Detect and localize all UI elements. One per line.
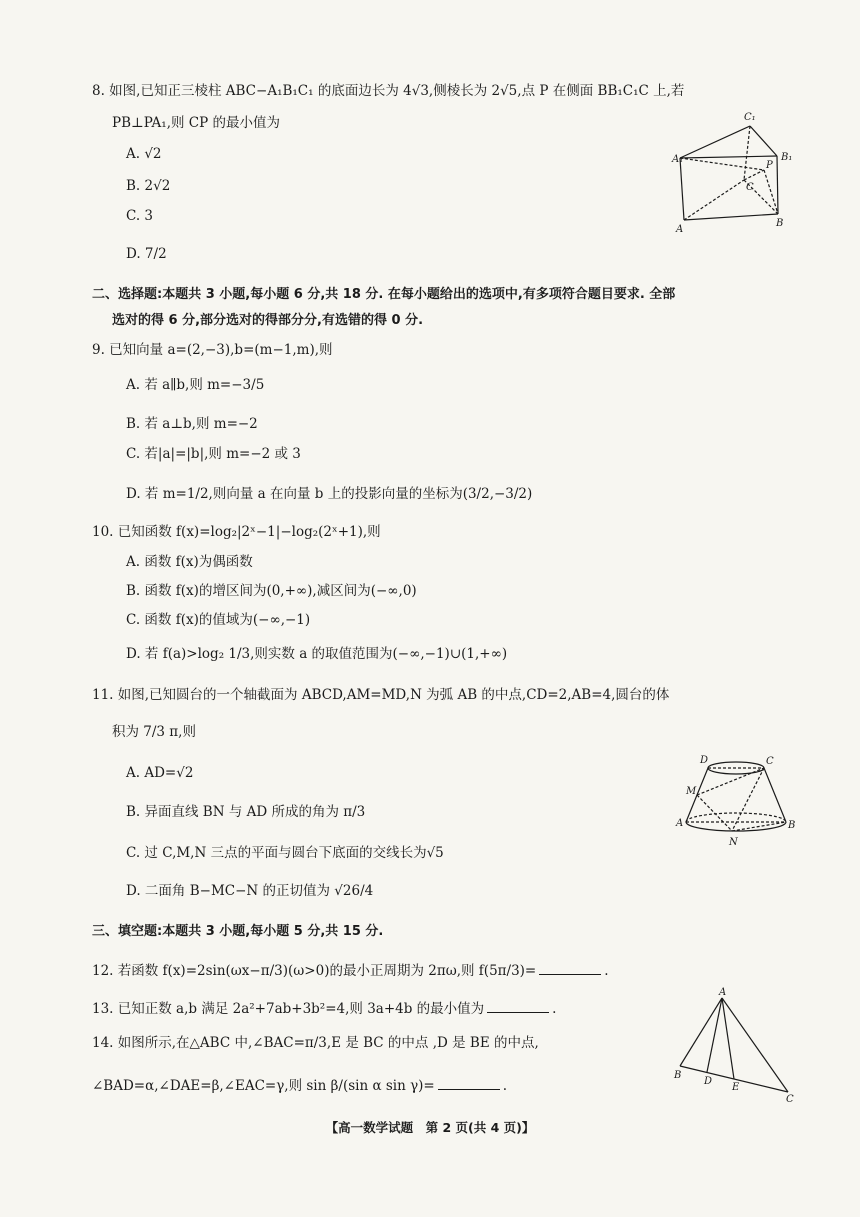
- label-c: C: [786, 1094, 794, 1105]
- text-line-q10-d: D. 若 f(a)>log₂ 1/3,则实数 a 的取值范围为(−∞,−1)∪(1,+∞): [126, 646, 508, 662]
- line-text: ∠BAD=α,∠DAE=β,∠EAC=γ,则 sin β/(sin α sin γ)=: [92, 1078, 435, 1094]
- text-line-q11-stem-2: 积为 7/3 π,则: [112, 724, 196, 740]
- text-line-q8-a: A. √2: [126, 146, 162, 162]
- text-line-q14-2: [92, 1077, 507, 1094]
- period: .: [502, 1078, 508, 1094]
- label-b1: B₁: [781, 152, 793, 163]
- text-line-q10-c: C. 函数 f(x)的值域为(−∞,−1): [126, 612, 311, 628]
- label-a1: A₁: [672, 154, 684, 165]
- text-line-q13: [92, 1000, 556, 1017]
- text-line-q8-c: C. 3: [126, 208, 154, 224]
- text-line-q11-b: B. 异面直线 BN 与 AD 所成的角为 π/3: [126, 804, 366, 820]
- period: .: [552, 1001, 557, 1017]
- label-a: A: [676, 224, 684, 235]
- label-b: B: [776, 218, 784, 229]
- label-a: A: [719, 987, 727, 998]
- text-line-q11-a: A. AD=√2: [126, 765, 194, 781]
- text-line-q9-stem: 9. 已知向量 a=(2,−3),b=(m−1,m),则: [92, 342, 333, 358]
- line-text: 12. 若函数 f(x)=2sin(ωx−π/3)(ω>0)的最小正周期为 2πω,则 f(5π/3)=: [92, 963, 537, 979]
- text-line-q9-d: D. 若 m=1/2,则向量 a 在向量 b 上的投影向量的坐标为(3/2,−3/2): [126, 486, 533, 502]
- text-line-q14-1: 14. 如图所示,在△ABC 中,∠BAC=π/3,E 是 BC 的中点 ,D 是 BE 的中点,: [92, 1035, 539, 1051]
- text-line-q9-a: A. 若 a∥b,则 m=−3/5: [126, 377, 265, 393]
- label-c1: C₁: [744, 112, 756, 123]
- answer-blank[interactable]: [539, 962, 601, 975]
- period: .: [604, 963, 609, 979]
- text-line-q8-stem-2: PB⊥PA₁,则 CP 的最小值为: [112, 115, 280, 131]
- label-c: C: [746, 182, 754, 193]
- label-m: M: [686, 786, 697, 797]
- text-line-q10-b: B. 函数 f(x)的增区间为(0,+∞),减区间为(−∞,0): [126, 583, 417, 599]
- text-line-q9-c: C. 若|a|=|b|,则 m=−2 或 3: [126, 446, 301, 462]
- answer-blank[interactable]: [438, 1077, 500, 1090]
- label-b: B: [788, 820, 796, 831]
- text-line-q10-a: A. 函数 f(x)为偶函数: [126, 554, 253, 570]
- text-line-q11-c: C. 过 C,M,N 三点的平面与圆台下底面的交线长为√5: [126, 845, 444, 861]
- frustum-figure: [674, 752, 804, 852]
- text-line-q10-stem: 10. 已知函数 f(x)=log₂|2ˣ−1|−log₂(2ˣ+1),则: [92, 524, 381, 540]
- answer-blank[interactable]: [487, 1000, 549, 1013]
- line-text: 13. 已知正数 a,b 满足 2a²+7ab+3b²=4,则 3a+4b 的最小值为: [92, 1001, 485, 1017]
- label-n: N: [729, 837, 738, 848]
- text-line-q12: [92, 962, 609, 979]
- label-e: E: [732, 1082, 740, 1093]
- text-line-sec3: 三、填空题:本题共 3 小题,每小题 5 分,共 15 分.: [92, 924, 384, 939]
- prism-figure: [672, 108, 802, 233]
- text-line-q11-d: D. 二面角 B−MC−N 的正切值为 √26/4: [126, 883, 374, 899]
- label-b: B: [674, 1070, 682, 1081]
- triangle-figure: [672, 987, 802, 1105]
- label-d: D: [704, 1076, 713, 1087]
- label-a: A: [676, 818, 684, 829]
- text-line-q8-stem-1: 8. 如图,已知正三棱柱 ABC−A₁B₁C₁ 的底面边长为 4√3,侧棱长为 2√5,点 P 在侧面 BB₁C₁C 上,若: [92, 83, 685, 99]
- text-line-sec2-1: 二、选择题:本题共 3 小题,每小题 6 分,共 18 分. 在每小题给出的选项中,有多项符合题目要求. 全部: [92, 287, 676, 302]
- text-line-sec2-2: 选对的得 6 分,部分选对的得部分分,有选错的得 0 分.: [112, 313, 424, 328]
- text-line-q11-stem-1: 11. 如图,已知圆台的一个轴截面为 ABCD,AM=MD,N 为弧 AB 的中点,CD=2,AB=4,圆台的体: [92, 687, 670, 703]
- text-line-q8-d: D. 7/2: [126, 246, 167, 262]
- text-line-q8-b: B. 2√2: [126, 178, 171, 194]
- label-c: C: [766, 756, 774, 767]
- page-footer: 【高一数学试题 第 2 页(共 4 页)】: [325, 1120, 535, 1135]
- label-d: D: [700, 755, 709, 766]
- label-p: P: [766, 160, 773, 171]
- text-line-q9-b: B. 若 a⊥b,则 m=−2: [126, 416, 258, 432]
